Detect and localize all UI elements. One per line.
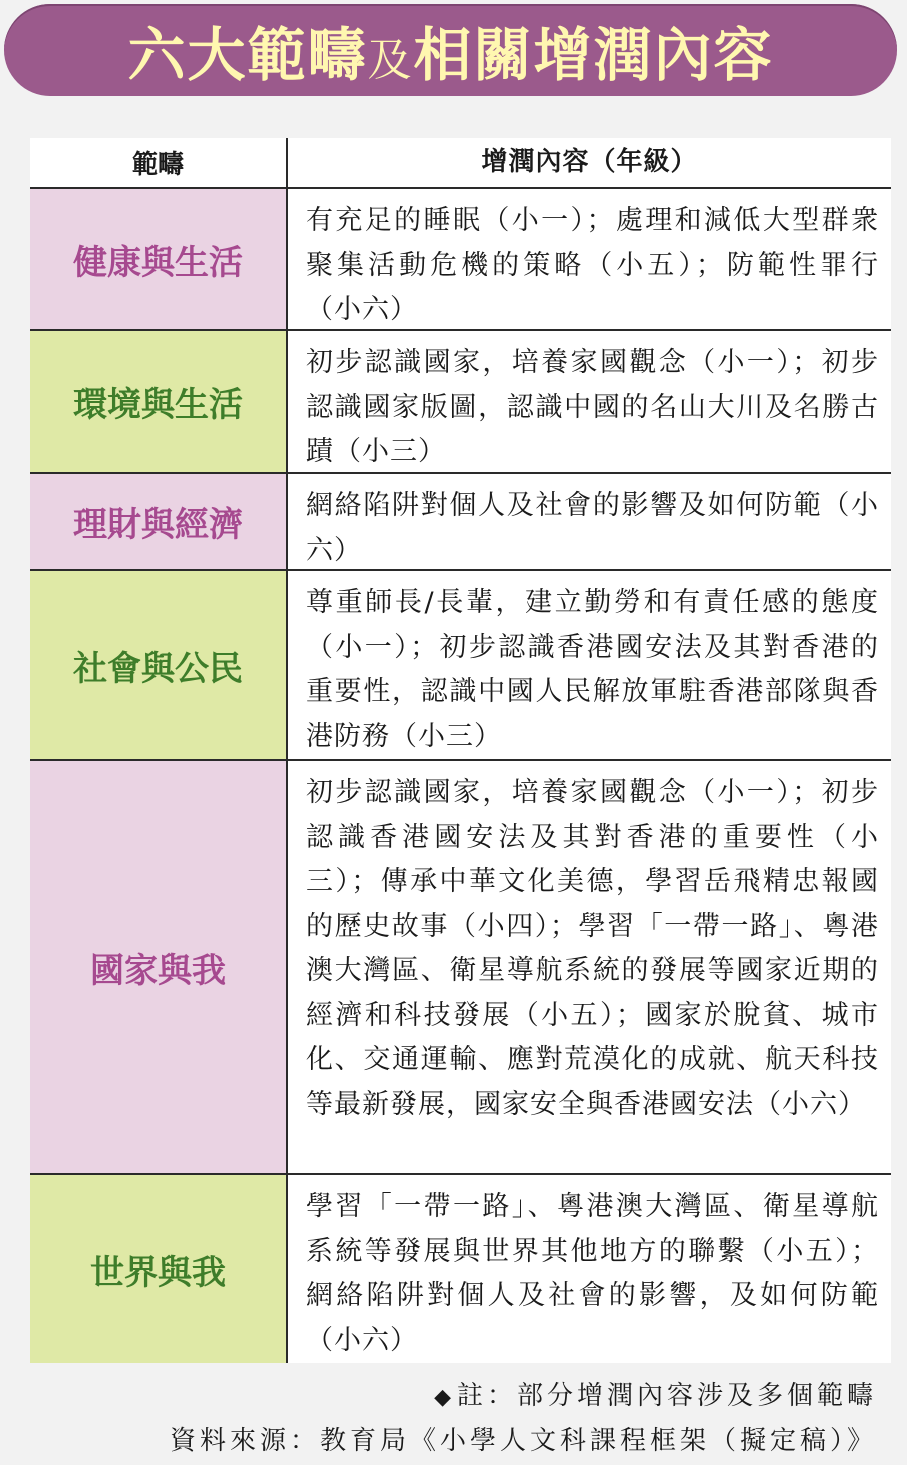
table-row [30,1173,891,1363]
header-category: 範疇 [30,138,288,187]
category-cell: 理財與經濟 [30,474,288,569]
header-content: 增潤內容（年級） [288,138,891,187]
content-cell: 網絡陷阱對個人及社會的影響及如何防範（小六） [306,490,879,566]
title-joiner: 及 [367,35,414,86]
content-cell: 初步認識國家，培養家國觀念（小一）；初步認識國家版圖，認識中國的名山大川及名勝古蹟（小三） [306,347,879,467]
category-cell: 健康與生活 [30,189,288,329]
category-cell: 世界與我 [30,1175,288,1363]
table-header-row [30,138,891,187]
table-row [30,759,891,1173]
content-cell: 初步認識國家，培養家國觀念（小一）；初步認識香港國安法及其對香港的重要性（小三）；傳承中華文化美德，學習岳飛精忠報國的歷史故事（小四）；學習「一帶一路」、粵港澳大灣區、衛星導航系統的發展等國家近期的經濟和科技發展（小五）；國家於脫貧、城市化、交通運輸、應對荒漠化的成就、航天科技等最新發展，國家安全與香港國安法（小六） [306,777,879,1120]
category-cell: 國家與我 [30,761,288,1173]
footer-source: 資料來源：教育局《小學人文科課程框架（擬定稿）》 [169,1426,877,1456]
table-row [30,569,891,759]
table-row [30,187,891,329]
content-cell: 學習「一帶一路」、粵港澳大灣區、衛星導航系統等發展與世界其他地方的聯繫（小五）；網絡陷阱對個人及社會的影響，及如何防範（小六） [306,1191,879,1356]
category-cell: 社會與公民 [30,571,288,759]
footer-note-text: 註：部分增潤內容涉及多個範疇 [456,1381,877,1411]
category-cell: 環境與生活 [30,331,288,472]
content-cell: 有充足的睡眠（小一）；處理和減低大型群衆聚集活動危機的策略（小五）；防範性罪行（小六） [306,205,879,325]
content-cell: 尊重師長/長輩，建立勤勞和有責任感的態度（小一）；初步認識香港國安法及其對香港的重要性，認識中國人民解放軍駐香港部隊與香港防務（小三） [306,587,879,752]
title-part-a: 六大範疇 [127,21,368,89]
table-row [30,329,891,472]
enrichment-table [30,138,891,1363]
table-row [30,472,891,569]
page-title [127,8,773,92]
title-part-b: 相關增潤內容 [413,21,774,89]
title-banner [4,4,897,96]
footer-note [434,1375,877,1412]
diamond-icon: ◆ [434,1385,455,1410]
